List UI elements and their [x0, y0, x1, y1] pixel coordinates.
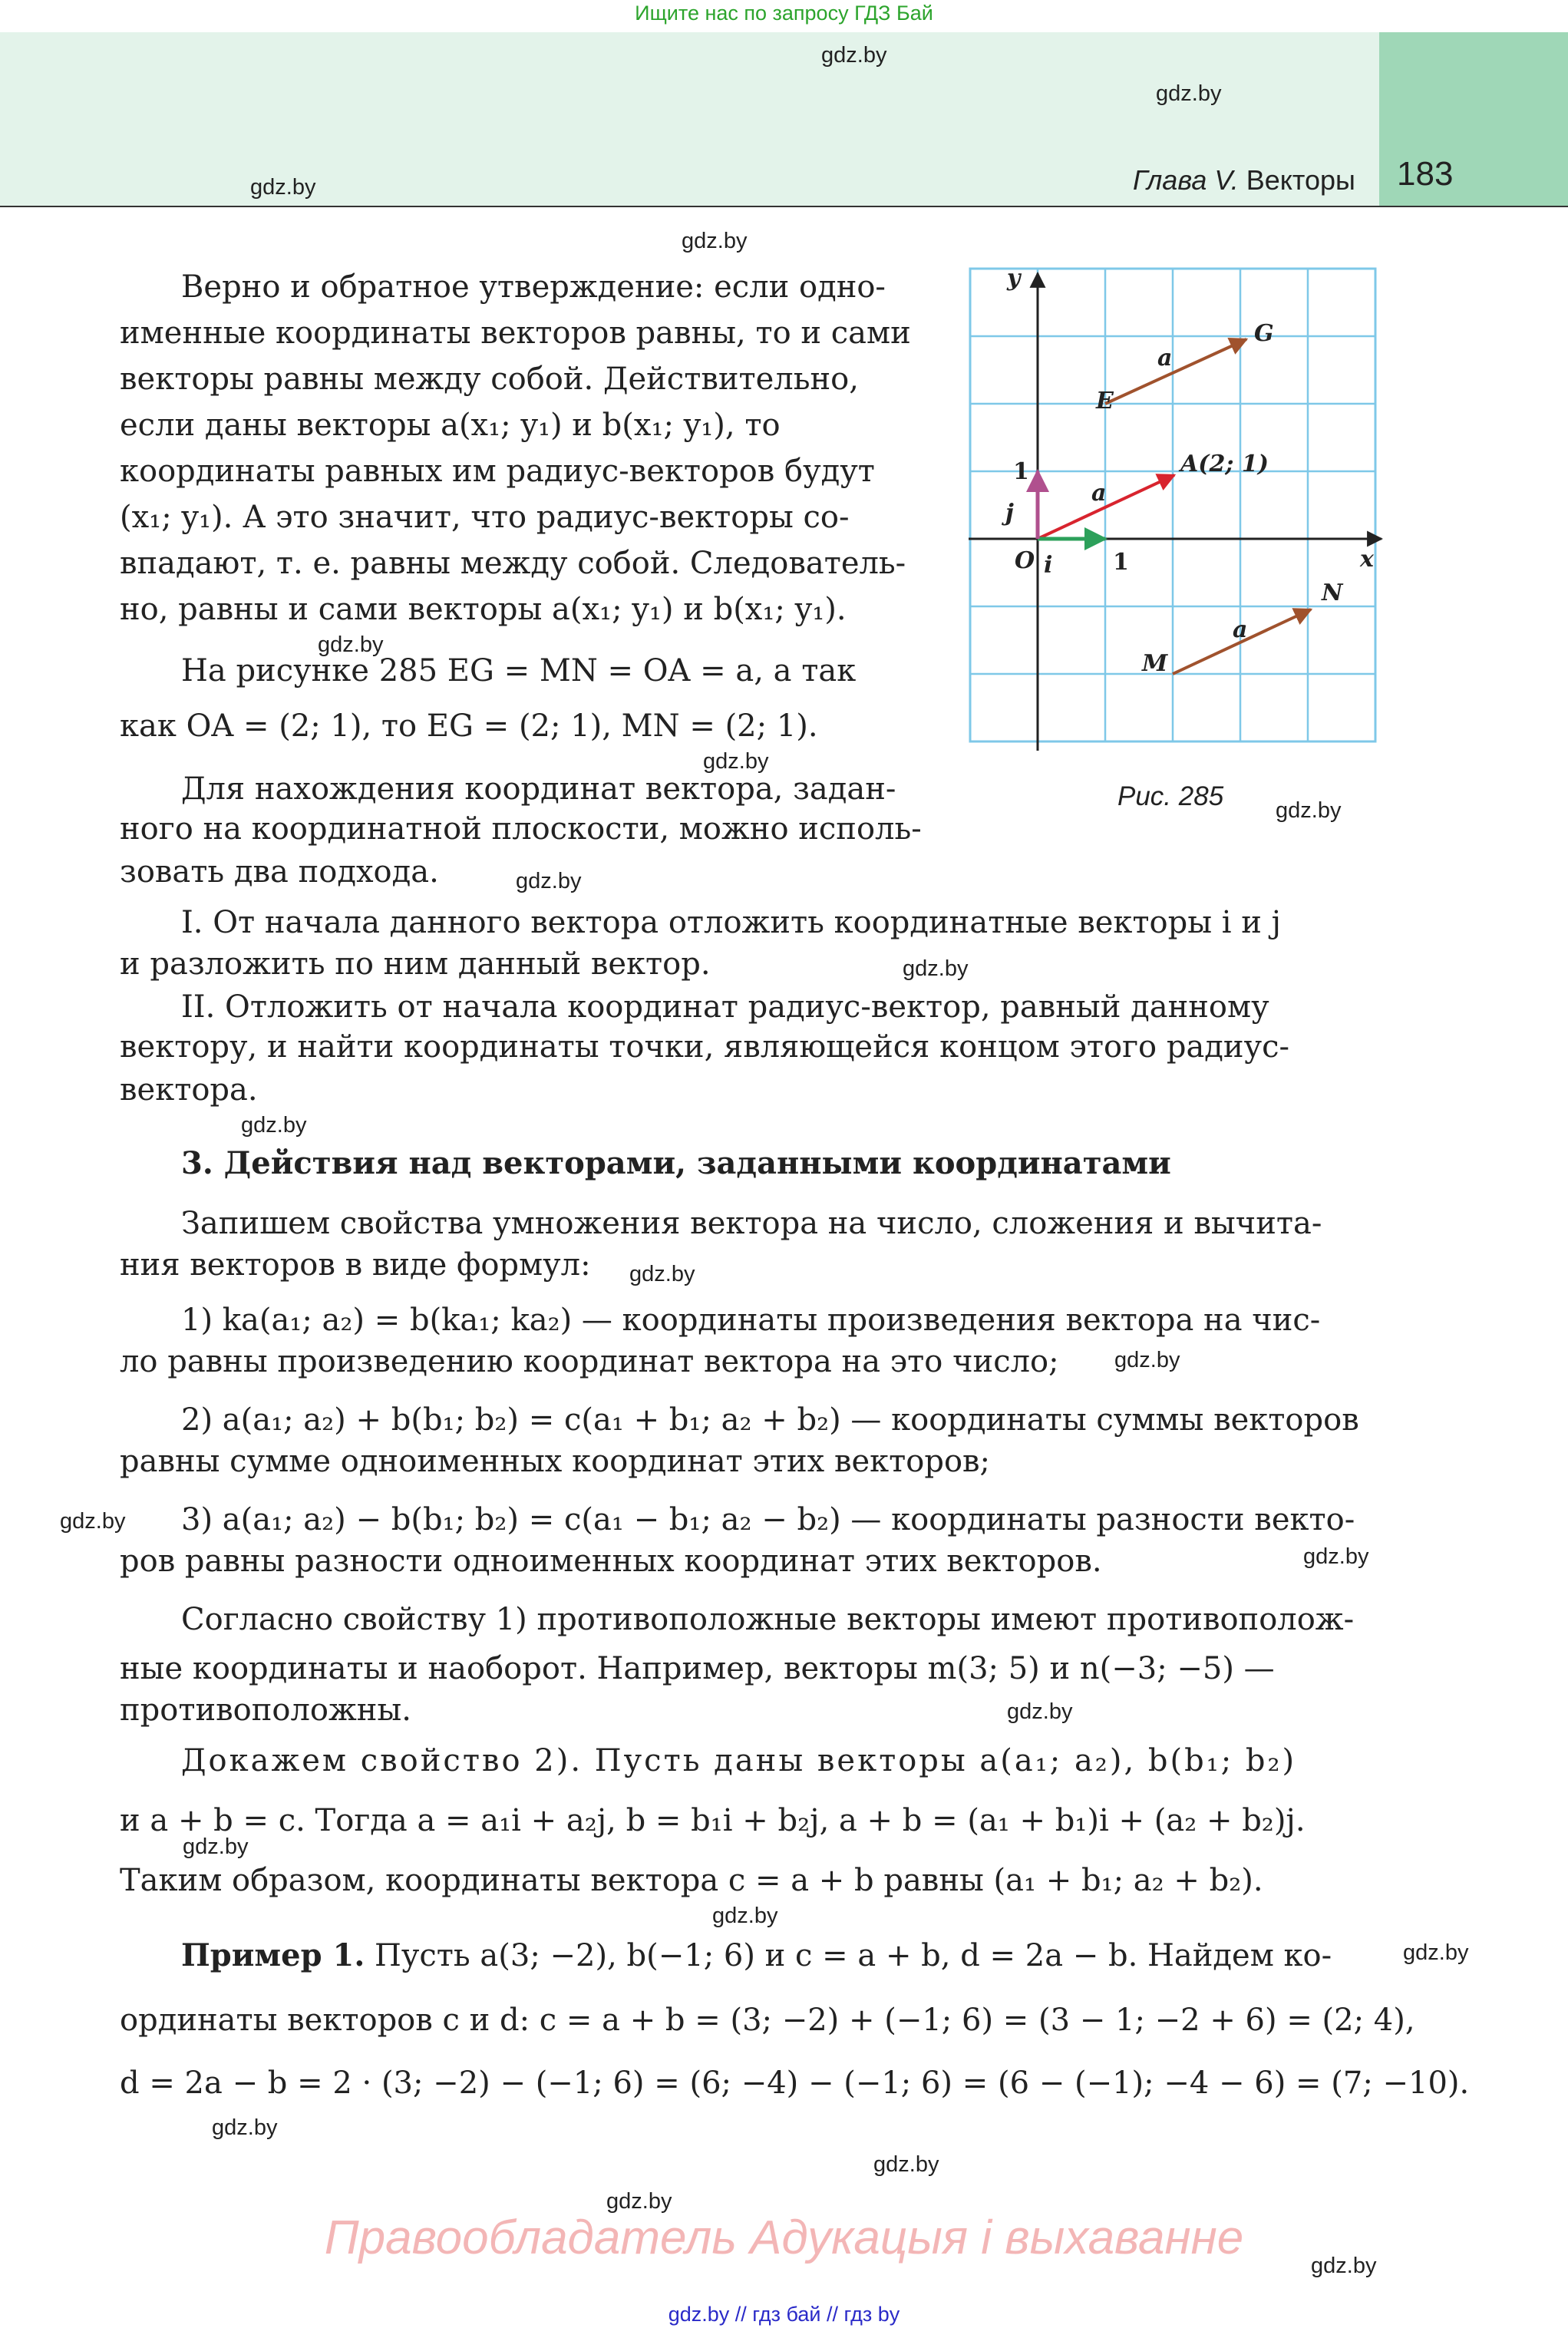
top-banner-text: Ищите нас по запросу ГДЗ Бай [635, 2, 933, 25]
property-2-cont: равны сумме одноименных координат этих векторов; [120, 1444, 991, 1479]
x-label: x [1360, 546, 1374, 573]
paragraph-3-cont: ного на координатной плоскости, можно исполь- зовать два подхода. [120, 811, 922, 890]
paragraph-11-cont: и a + b = c. Тогда a = a₁i + a₂j, b = b₁i + b₂j, a + b = (a₁ + b₁)i + (a₂ + b₂)j. Таким образом, координаты вектора c = a + b равны (a₁ + b₁; a₂ + b₂). [120, 1803, 1306, 1898]
property-1-cont: ло равны произведению координат вектора на это число; [120, 1344, 1059, 1379]
copyright-notice: Правообладатель Адукацыя і выхаванне [324, 2211, 1244, 2264]
a-point-label: A(2; 1) [1180, 451, 1269, 477]
watermark: gdz.by [873, 2152, 939, 2177]
section-title: 3. Действия над векторами, заданными координатами [181, 1145, 1171, 1181]
watermark: gdz.by [212, 2115, 278, 2140]
watermark: gdz.by [250, 175, 316, 200]
watermark: gdz.by [703, 749, 769, 774]
figure-caption: Рис. 285 [1117, 781, 1224, 811]
watermark: gdz.by [60, 1509, 126, 1534]
i-label: i [1044, 552, 1053, 579]
paragraph-5-cont: вектору, и найти координаты точки, являющейся концом этого радиус- вектора. [120, 1029, 1290, 1108]
a-label-oa: a [1091, 480, 1107, 507]
x-one-label: 1 [1113, 549, 1129, 576]
footer-links: gdz.by // гдз бай // гдз by [668, 2303, 900, 2326]
watermark: gdz.by [1156, 81, 1222, 106]
watermark: gdz.by [1114, 1348, 1180, 1372]
watermark: gdz.by [516, 869, 582, 893]
property-1: 1) ka(a₁; a₂) = b(ka₁; ka₂) — координаты произведения вектора на чис- [181, 1303, 1321, 1338]
a-label-mn: a [1233, 616, 1248, 643]
watermark: gdz.by [606, 2189, 672, 2214]
paragraph-3: Для нахождения координат вектора, задан- [181, 771, 896, 807]
watermark: gdz.by [1007, 1699, 1073, 1724]
paragraph-1-cont: именные координаты векторов равны, то и сами векторы равны между собой. Действительно, если даны векторы a(x₁; y₁) и b(x₁; y₁), то координаты равных им радиус-векторов будут (x₁; y₁). А это значит, что радиус-векторы со- впадают, т. е. равны между собой. Следователь- но, равны и сами векторы a(x₁; y₁) и b(x₁; y₁). [120, 315, 911, 627]
watermark: gdz.by [318, 632, 384, 657]
paragraph-5: II. Отложить от начала координат радиус-вектор, равный данному [181, 989, 1269, 1025]
watermark: gdz.by [682, 229, 748, 253]
paragraph-2-cont: как OA = (2; 1), то EG = (2; 1), MN = (2; 1). [120, 708, 818, 744]
watermark: gdz.by [903, 956, 969, 981]
watermark: gdz.by [1276, 798, 1342, 823]
figure-285 [969, 267, 1383, 751]
j-label: j [1005, 500, 1014, 527]
e-label: E [1096, 388, 1114, 414]
paragraph-11: Докажем свойство 2). Пусть даны векторы a(a₁; a₂), b(b₁; b₂) [181, 1743, 1297, 1778]
watermark: gdz.by [629, 1262, 695, 1286]
g-label: G [1254, 320, 1274, 347]
page-number: 183 [1397, 155, 1454, 193]
a-label-eg: a [1157, 345, 1173, 372]
property-3-cont: ров равны разности одноименных координат этих векторов. [120, 1544, 1102, 1579]
chapter-title: Глава V. Векторы [1133, 164, 1355, 196]
paragraph-4-cont: и разложить по ним данный вектор. [120, 946, 711, 982]
n-label: N [1322, 580, 1343, 606]
watermark: gdz.by [1311, 2254, 1377, 2278]
example-1: Пример 1. Пусть a(3; −2), b(−1; 6) и c = a + b, d = 2a − b. Найдем ко- [181, 1937, 1332, 1973]
y-label: y [1007, 267, 1021, 292]
paragraph-10-cont: ные координаты и наоборот. Например, векторы m(3; 5) и n(−3; −5) — противоположны. [120, 1651, 1275, 1728]
paragraph-10: Согласно свойству 1) противоположные векторы имеют противополож- [181, 1602, 1355, 1637]
paragraph-6-cont: ния векторов в виде формул: [120, 1247, 591, 1283]
property-3: 3) a(a₁; a₂) − b(b₁; b₂) = c(a₁ − b₁; a₂ − b₂) — координаты разности векто- [181, 1502, 1355, 1537]
paragraph-1: Верно и обратное утверждение: если одно- [181, 269, 886, 305]
paragraph-4: I. От начала данного вектора отложить координатные векторы i и j [181, 905, 1282, 940]
watermark: gdz.by [241, 1113, 307, 1138]
m-label: M [1142, 650, 1168, 677]
origin-label: O [1015, 547, 1035, 574]
paragraph-6: Запишем свойства умножения вектора на число, сложения и вычита- [181, 1206, 1322, 1241]
y-one-label: 1 [1013, 458, 1029, 485]
watermark: gdz.by [821, 43, 887, 68]
paragraph-2: На рисунке 285 EG = MN = OA = a, а так [181, 653, 857, 689]
watermark: gdz.by [1403, 1940, 1469, 1965]
watermark: gdz.by [183, 1834, 249, 1859]
example-1-cont: ординаты векторов c и d: c = a + b = (3; −2) + (−1; 6) = (3 − 1; −2 + 6) = (2; 4), d = 2a − b = 2 · (3; −2) − (−1; 6) = (6; −4) − (−1; 6) = (6 − (−1); −4 − 6) = (7; −10). [120, 2003, 1470, 2101]
top-banner [0, 0, 1568, 32]
watermark: gdz.by [1303, 1544, 1369, 1569]
property-2: 2) a(a₁; a₂) + b(b₁; b₂) = c(a₁ + b₁; a₂ + b₂) — координаты суммы векторов [181, 1402, 1359, 1438]
watermark: gdz.by [712, 1904, 778, 1928]
